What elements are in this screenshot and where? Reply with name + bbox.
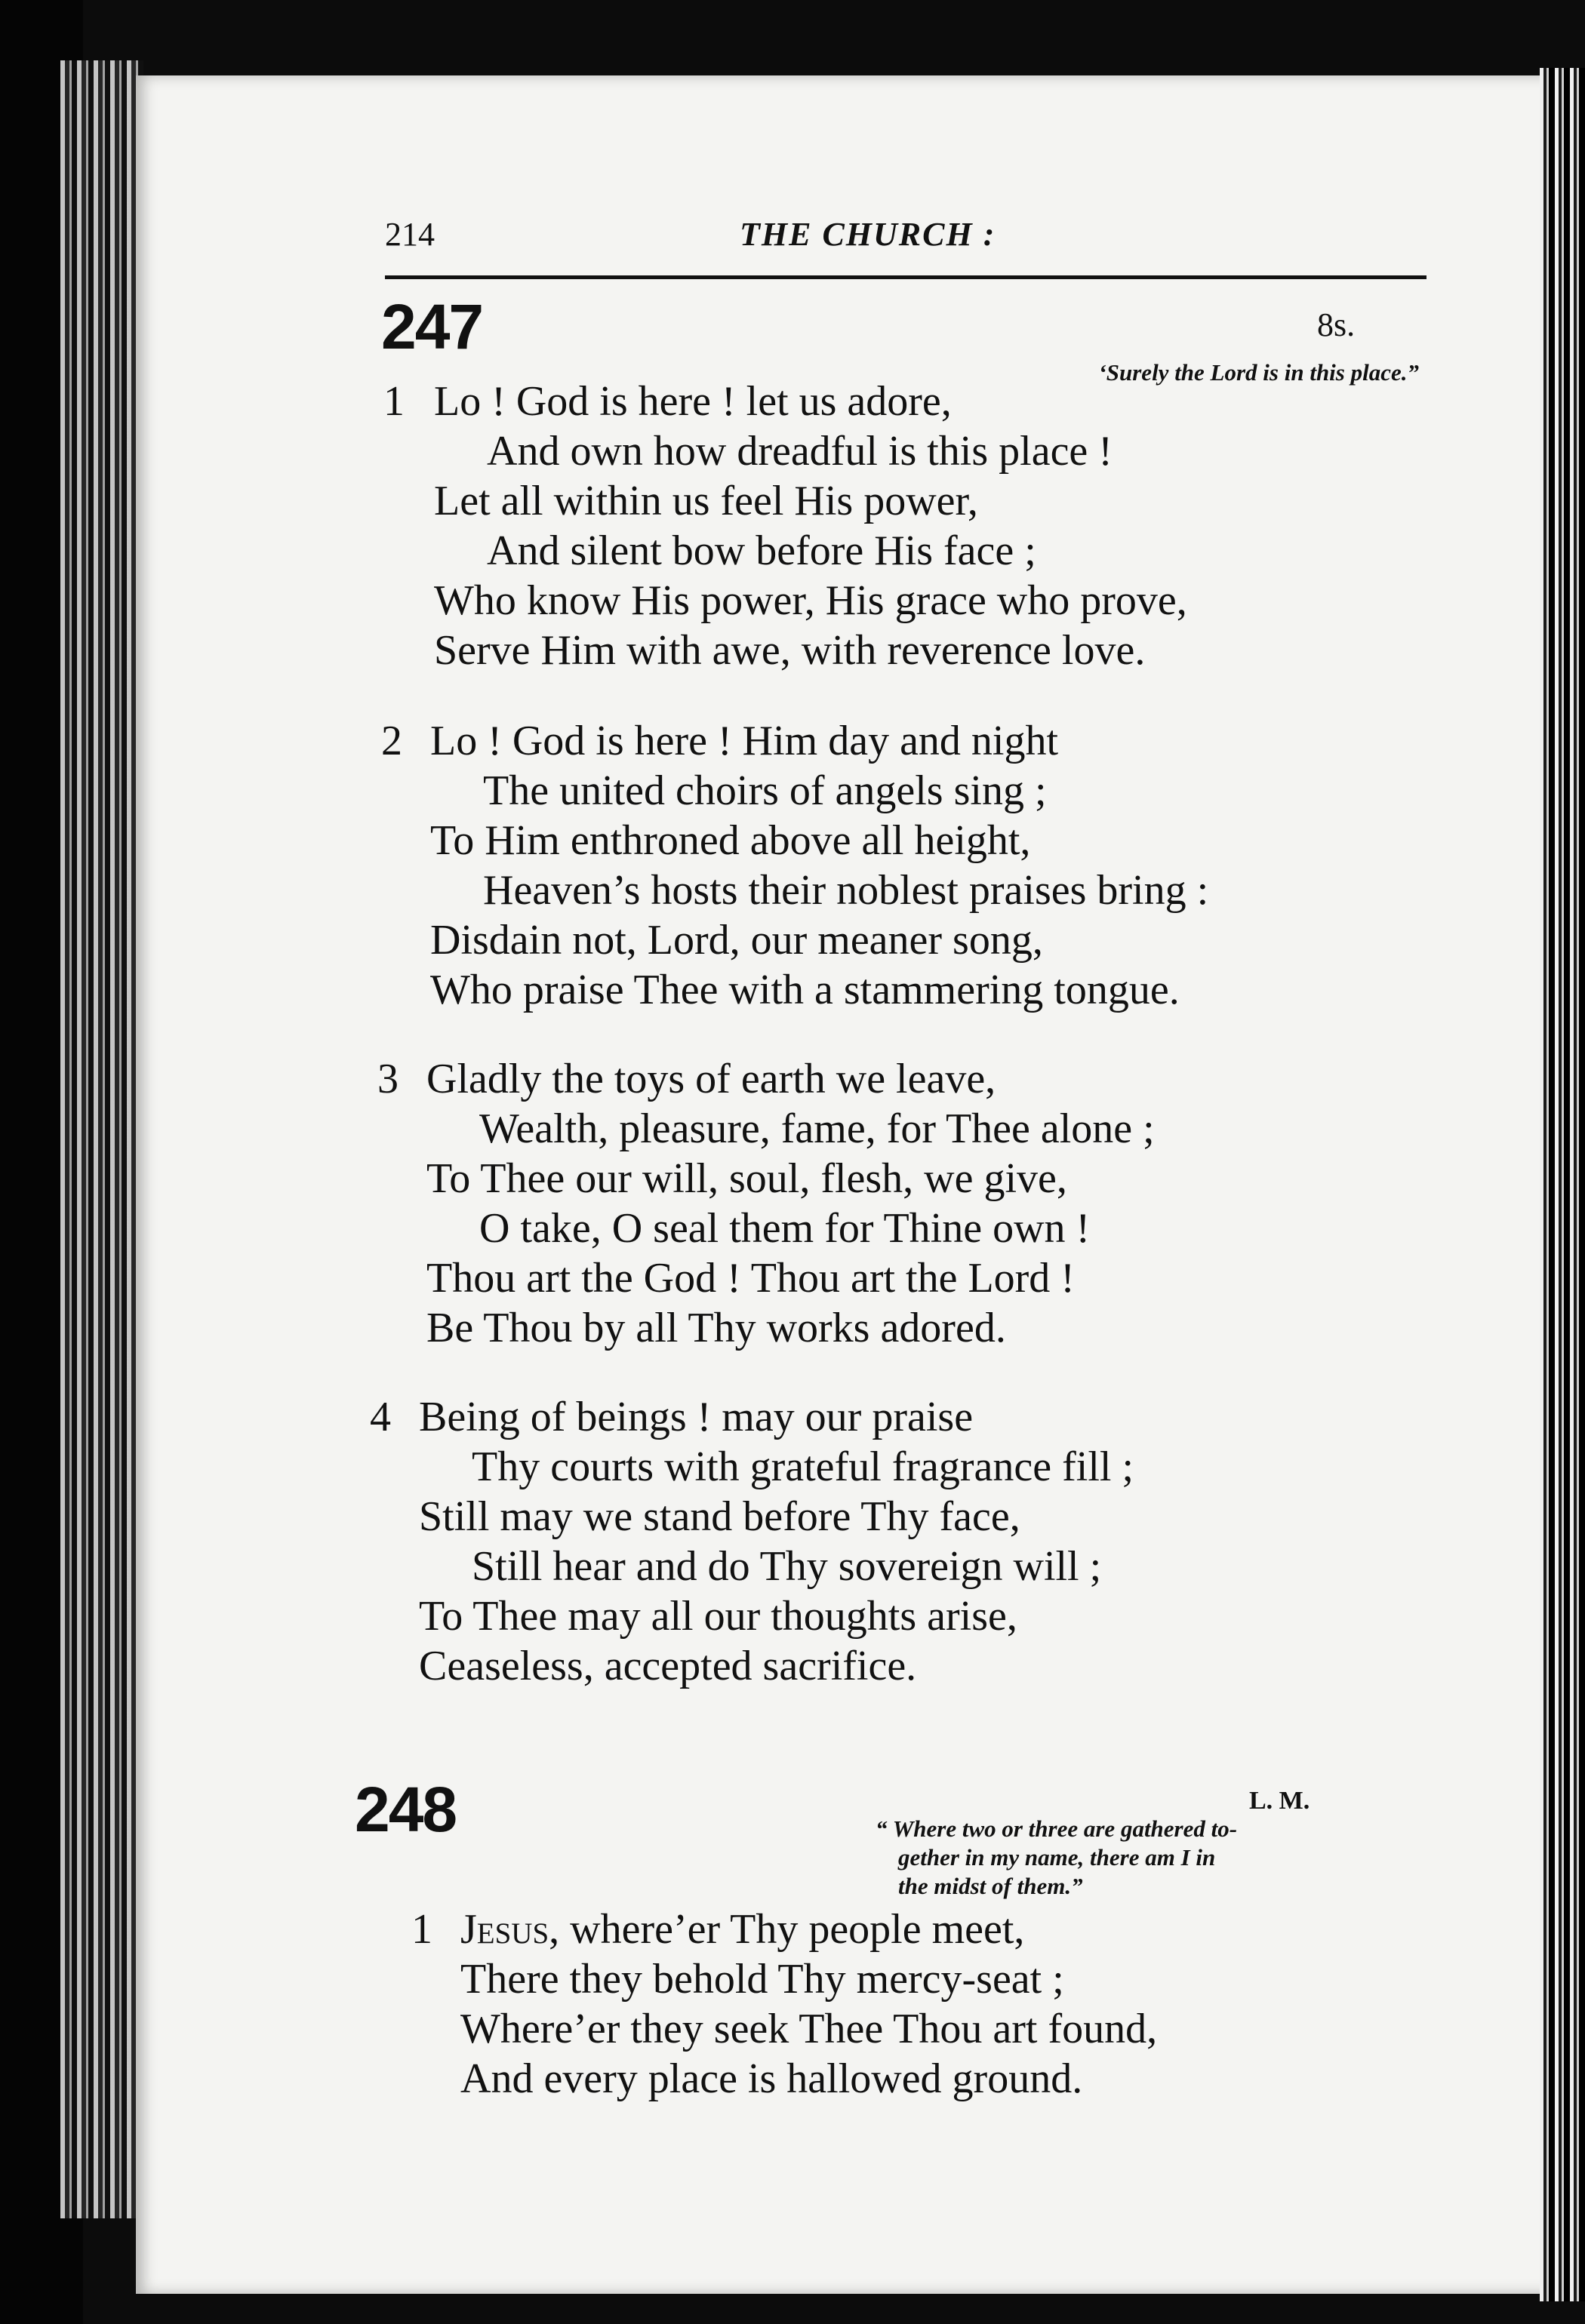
epigraph-line: gether in my name, there am I in — [898, 1844, 1216, 1871]
hymn-number-248: 248 — [355, 1774, 457, 1845]
epigraph-line: the midst of them.” — [898, 1873, 1083, 1899]
verse-line: Still hear and do Thy sovereign will ; — [472, 1543, 1102, 1590]
verse-line: Heaven’s hosts their noblest praises bring : — [483, 867, 1209, 914]
hymn-meter-247: 8s. — [1317, 306, 1356, 343]
verse-line: Disdain not, Lord, our meaner song, — [430, 917, 1043, 964]
verse-line: To Him enthroned above all height, — [430, 817, 1031, 864]
verse-line: Wealth, pleasure, fame, for Thee alone ; — [479, 1105, 1155, 1152]
verse-line: Lo ! God is here ! let us adore, — [434, 378, 952, 425]
verse-line: Lo ! God is here ! Him day and night — [430, 718, 1059, 764]
verse-number: 1 — [411, 1906, 432, 1953]
verse-line: And own how dreadful is this place ! — [487, 428, 1113, 475]
verse-number: 3 — [377, 1056, 399, 1102]
hymn-meter-248: L. M. — [1249, 1787, 1310, 1815]
verse-line: Where’er they seek Thee Thou art found, — [460, 2006, 1158, 2052]
right-page-edges — [1540, 68, 1585, 2301]
verse-line: The united choirs of angels sing ; — [483, 767, 1047, 814]
verse-line: Who praise Thee with a stammering tongue. — [430, 967, 1180, 1013]
hymn-number-247: 247 — [381, 291, 483, 362]
verse-number: 2 — [381, 718, 402, 764]
verse-number: 4 — [370, 1394, 391, 1440]
verse-line: And silent bow before His face ; — [487, 527, 1036, 574]
verse-line: Still may we stand before Thy face, — [419, 1493, 1020, 1540]
verse-line: Ceaseless, accepted sacrifice. — [419, 1643, 917, 1689]
page-number: 214 — [385, 216, 435, 253]
verse-line: Gladly the toys of earth we leave, — [426, 1056, 996, 1102]
hymn-epigraph-248 — [830, 1815, 1396, 1901]
verse-line: Be Thou by all Thy works adored. — [426, 1305, 1006, 1351]
verse-line: Thou art the God ! Thou art the Lord ! — [426, 1255, 1075, 1302]
verse-first-word: Jesus, — [460, 1906, 560, 1953]
page-header — [385, 215, 1426, 279]
hymn-epigraph-247: ‘Surely the Lord is in this place.” — [1098, 359, 1419, 386]
verse-line: There they behold Thy mercy-seat ; — [460, 1956, 1064, 2003]
verse-line: Who know His power, His grace who prove, — [434, 577, 1187, 624]
verse-number: 1 — [383, 378, 405, 425]
verse-line: Serve Him with awe, with reverence love. — [434, 627, 1146, 674]
verse-line: Thy courts with grateful fragrance fill ; — [472, 1443, 1134, 1490]
verse-line: Let all within us feel His power, — [434, 478, 978, 524]
verse-line: And every place is hallowed ground. — [460, 2055, 1083, 2102]
verse-line: Being of beings ! may our praise — [419, 1394, 974, 1440]
verse-line: To Thee our will, soul, flesh, we give, — [426, 1155, 1067, 1202]
verse-line: O take, O seal them for Thine own ! — [479, 1205, 1091, 1252]
epigraph-line: “ Where two or three are gathered to- — [876, 1815, 1238, 1842]
verse-line — [460, 1905, 1024, 1954]
verse-line: To Thee may all our thoughts arise, — [419, 1593, 1017, 1640]
running-head: THE CHURCH : — [740, 216, 996, 253]
page-edge-strips — [60, 60, 143, 2218]
verse-line-rest: where’er Thy people meet, — [559, 1906, 1025, 1953]
